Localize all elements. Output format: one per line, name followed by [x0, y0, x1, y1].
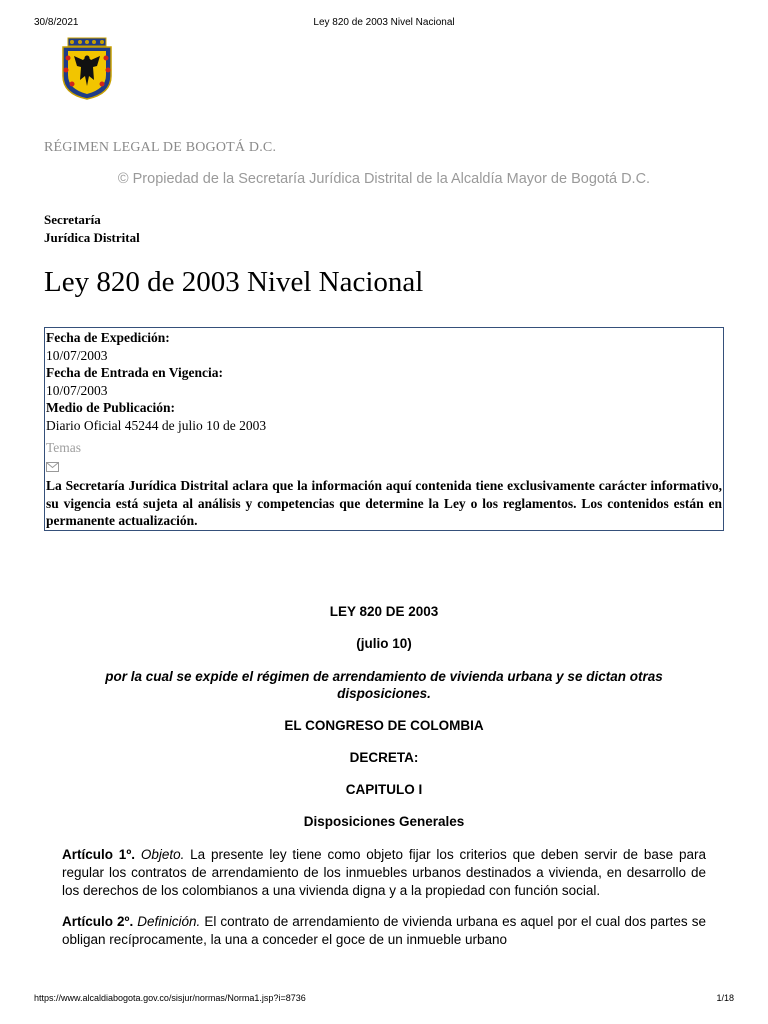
print-title: Ley 820 de 2003 Nivel Nacional [313, 17, 455, 28]
footer-url: https://www.alcaldiabogota.gov.co/sisjur/normas/Norma1.jsp?i=8736 [34, 993, 306, 1003]
regimen-legal-header: RÉGIMEN LEGAL DE BOGOTÁ D.C. [44, 140, 277, 155]
capitulo-title: Disposiciones Generales [303, 814, 465, 829]
medio-label: Medio de Publicación: [46, 400, 175, 416]
medio-value: Diario Oficial 45244 de julio 10 de 2003 [46, 417, 267, 433]
article-1 [62, 846, 706, 899]
article-2 [62, 913, 706, 949]
law-date: (julio 10) [356, 636, 412, 651]
page-title: Ley 820 de 2003 Nivel Nacional [44, 266, 424, 298]
article-1-text: La presente ley tiene como objeto fijar los criterios que deben servir de base para regular los contratos de arrendamiento de los inmuebles urbanos destinados a vivienda, en desarrollo de los derechos de los colombianos a una vivienda digna y a la propiedad con función social. [62, 847, 706, 898]
law-subtitle: por la cual se expide el régimen de arrendamiento de vivienda urbana y se dictan otras disposiciones. [105, 669, 663, 701]
info-box [44, 327, 724, 531]
article-1-label: Artículo 1º. [62, 847, 135, 862]
capitulo-heading: CAPITULO I [345, 782, 423, 797]
article-2-text: El contrato de arrendamiento de vivienda urbana es aquel por el cual dos partes se obligan recíprocamente, la una a conceder el goce de un inmueble urbano [62, 914, 706, 948]
expedicion-value: 10/07/2003 [46, 347, 108, 363]
decreta-heading: DECRETA: [349, 750, 419, 765]
print-date: 30/8/2021 [34, 17, 79, 28]
secretaria-line2: Jurídica Distrital [44, 230, 140, 245]
article-2-label: Artículo 2º. [62, 914, 134, 930]
congreso-heading: EL CONGRESO DE COLOMBIA [284, 718, 484, 733]
page-number: 1/18 [716, 993, 734, 1003]
secretaria-block [44, 211, 140, 247]
vigencia-label: Fecha de Entrada en Vigencia: [46, 365, 223, 381]
temas-link[interactable]: Temas [46, 439, 82, 455]
disclaimer-text: La Secretaría Jurídica Distrital aclara que la información aquí contenida tiene exclusivamente carácter informativo, su vigencia está sujeta al análisis y competencias que determine la Ley o los reglamentos. Los contenidos están en permanente actualización. [46, 478, 722, 529]
law-body [62, 604, 706, 949]
mail-link[interactable] [46, 458, 722, 476]
bogota-coat-of-arms-logo [60, 36, 114, 100]
expedicion-label: Fecha de Expedición: [46, 330, 170, 345]
secretaria-line1: Secretaría [44, 212, 101, 227]
envelope-icon[interactable] [46, 462, 59, 473]
law-heading: LEY 820 DE 2003 [329, 604, 439, 619]
vigencia-value: 10/07/2003 [46, 382, 108, 398]
article-1-name: Objeto. [140, 847, 185, 862]
article-2-name: Definición. [137, 914, 201, 930]
copyright-notice: © Propiedad de la Secretaría Jurídica Distrital de la Alcaldía Mayor de Bogotá D.C. [117, 171, 651, 187]
